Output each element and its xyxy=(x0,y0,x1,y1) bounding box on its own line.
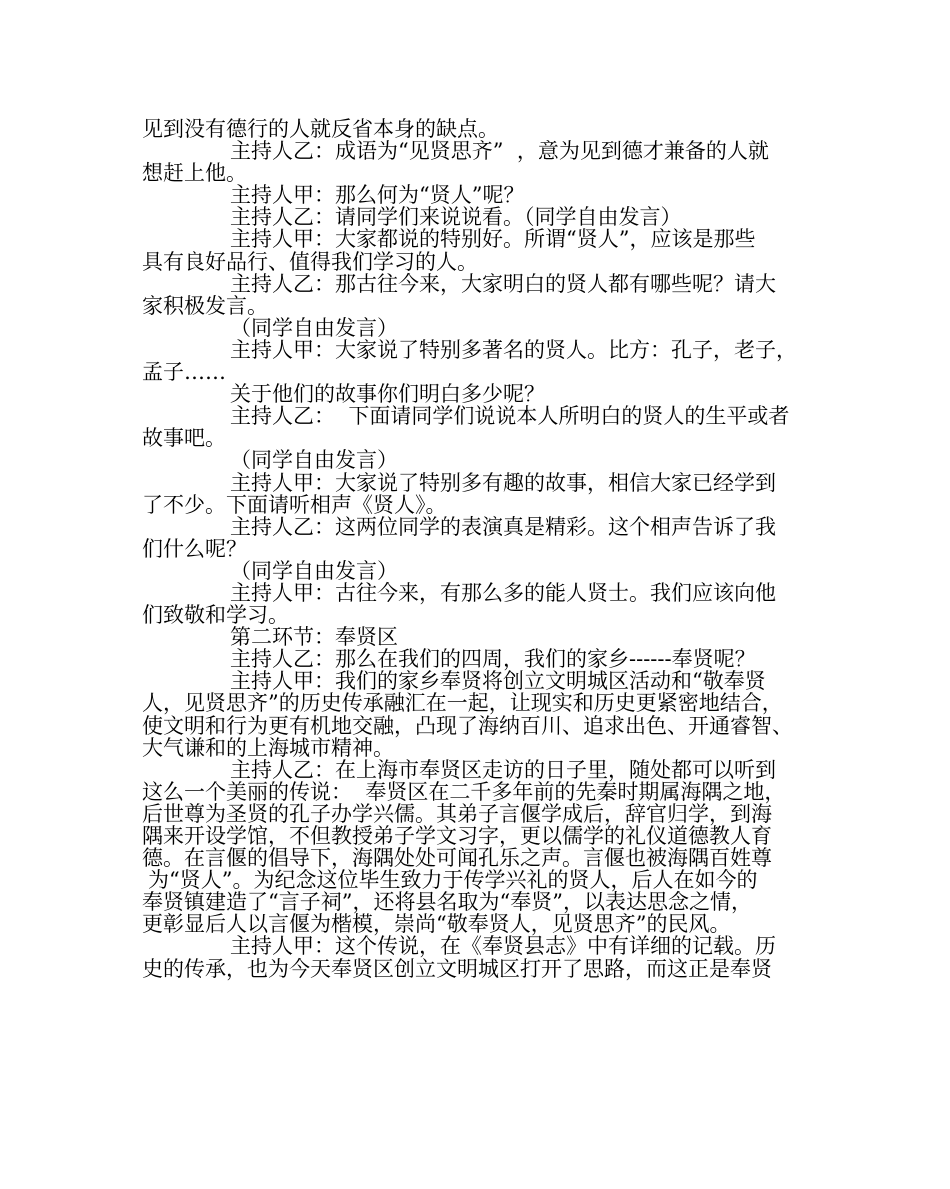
text-line: 主持人甲：那么何为“贤人”呢？ xyxy=(230,183,525,208)
document-body xyxy=(142,118,832,980)
text-line: 主持人乙：这两位同学的表演真是精彩。这个相声告诉了我 xyxy=(230,514,776,539)
text-line: 主持人乙： 下面请同学们说说本人所明白的贤人的生平或者 xyxy=(230,404,790,429)
text-line: 孟子…… xyxy=(142,360,226,385)
text-line: 主持人乙：在上海市奉贤区走访的日子里，随处都可以听到 xyxy=(230,757,776,782)
text-line: 主持人甲：这个传说，在《奉贤县志》中有详细的记载。历 xyxy=(230,934,776,959)
section-heading: 第二环节：奉贤区 xyxy=(230,625,398,650)
text-line: 主持人乙：那古往今来，大家明白的贤人都有哪些呢？请大 xyxy=(230,271,776,296)
text-line: 隅来开设学馆，不但教授弟子学文习字，更以儒学的礼仪道德教人育 xyxy=(142,824,772,848)
text-line: 们致敬和学习。 xyxy=(142,603,289,628)
text-line: 史的传承，也为今天奉贤区创立文明城区打开了思路，而这正是奉贤 xyxy=(142,956,772,981)
text-line: （同学自由发言） xyxy=(230,558,398,583)
text-line: 想赶上他。 xyxy=(142,161,247,186)
text-line: （同学自由发言） xyxy=(230,448,398,473)
text-line: 主持人乙：请同学们来说说看。（同学自由发言） xyxy=(230,205,682,230)
text-line: 主持人甲：大家说了特别多著名的贤人。比方：孔子，老子， xyxy=(230,337,797,362)
text-line: 了不少。下面请听相声《贤人》。 xyxy=(142,492,447,517)
text-line: 奉贤镇建造了“言子祠”，还将县名取为“奉贤”，以表达思念之情， xyxy=(142,890,752,915)
text-line: 更彰显后人以言偃为楷模，崇尚“敬奉贤人，见贤思齐”的民风。 xyxy=(142,912,731,937)
text-line: 人，见贤思齐”的历史传承融汇在一起，让现实和历史更紧密地结合， xyxy=(142,691,783,716)
text-line: 主持人甲：我们的家乡奉贤将创立文明城区活动和“敬奉贤 xyxy=(230,669,766,694)
text-line: （同学自由发言） xyxy=(230,315,398,340)
text-line: 使文明和行为更有机地交融，凸现了海纳百川、追求出色、开通睿智、 xyxy=(142,713,793,738)
text-line: 主持人甲：古往今来，有那么多的能人贤士。我们应该向他 xyxy=(230,580,776,605)
text-line: 故事吧。 xyxy=(142,426,226,451)
text-line: 关于他们的故事你们明白多少呢？ xyxy=(230,382,545,407)
text-line: 主持人甲：大家都说的特别好。所谓“贤人”，应该是那些 xyxy=(230,227,756,252)
text-line: 后世尊为圣贤的孔子办学兴儒。其弟子言偃学成后，辞官归学，到海 xyxy=(142,801,772,826)
text-line: 主持人甲：大家说了特别多有趣的故事，相信大家已经学到 xyxy=(230,470,776,495)
text-line: 具有良好品行、值得我们学习的人。 xyxy=(142,249,478,274)
text-line: 大气谦和的上海城市精神。 xyxy=(142,735,394,760)
text-line: 主持人乙：那么在我们的四周，我们的家乡------奉贤呢？ xyxy=(230,647,756,672)
text-line: 家积极发言。 xyxy=(142,293,268,318)
text-line: 这么一个美丽的传说： 奉贤区在二千多年前的先秦时期属海隅之地， xyxy=(142,779,786,804)
text-line: 主持人乙：成语为“见贤思齐” ，意为见到德才兼备的人就 xyxy=(230,139,769,164)
text-line: 为“贤人”。为纪念这位毕生致力于传学兴礼的贤人，后人在如今的 xyxy=(148,868,758,893)
text-line: 德。在言偃的倡导下，海隅处处可闻孔乐之声。言偃也被海隅百姓尊 xyxy=(142,846,772,871)
text-line: 见到没有德行的人就反省本身的缺点。 xyxy=(142,117,499,141)
text-line: 们什么呢？ xyxy=(142,536,247,561)
